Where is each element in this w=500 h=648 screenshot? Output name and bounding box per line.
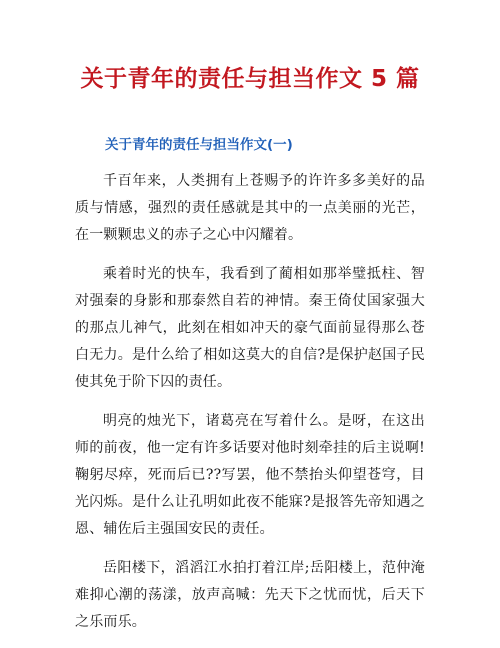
section-heading: 关于青年的责任与担当作文(一) (105, 137, 293, 153)
document-body (75, 168, 425, 648)
paragraph-3: 明亮的烛光下，诸葛亮在写着什么。是呀，在这出师的前夜，他一定有许多话要对他时刻牵挂的后主说啊!鞠躬尽瘁，死而后已??写罢，他不禁抬头仰望苍穹，目光闪烁。是什么让孔明如此夜不能寐?是报答先帝知遇之恩、辅佐后主强国安民的责任。 (75, 413, 425, 537)
paragraph-2: 乘着时光的快车，我看到了蔺相如那举璧抵柱、智对强秦的身影和那泰然自若的神情。秦王倚仗国家强大的那点儿神气，此刻在相如冲天的豪气面前显得那么苍白无力。是什么给了相如这莫大的自信?是保护赵国子民使其免于阶下囚的责任。 (75, 266, 425, 390)
document-title: 关于青年的责任与担当作文 5 篇 (80, 66, 420, 92)
paragraph-1: 千百年来，人类拥有上苍赐予的许许多多美好的品质与情感，强烈的责任感就是其中的一点美丽的光芒，在一颗颗忠义的赤子之心中闪耀着。 (75, 173, 425, 243)
paragraph-4: 岳阳楼下，滔滔江水拍打着江岸;岳阳楼上，范仲淹难抑心潮的荡漾，放声高喊：先天下之忧而忧，后天下之乐而乐。 (75, 560, 425, 630)
